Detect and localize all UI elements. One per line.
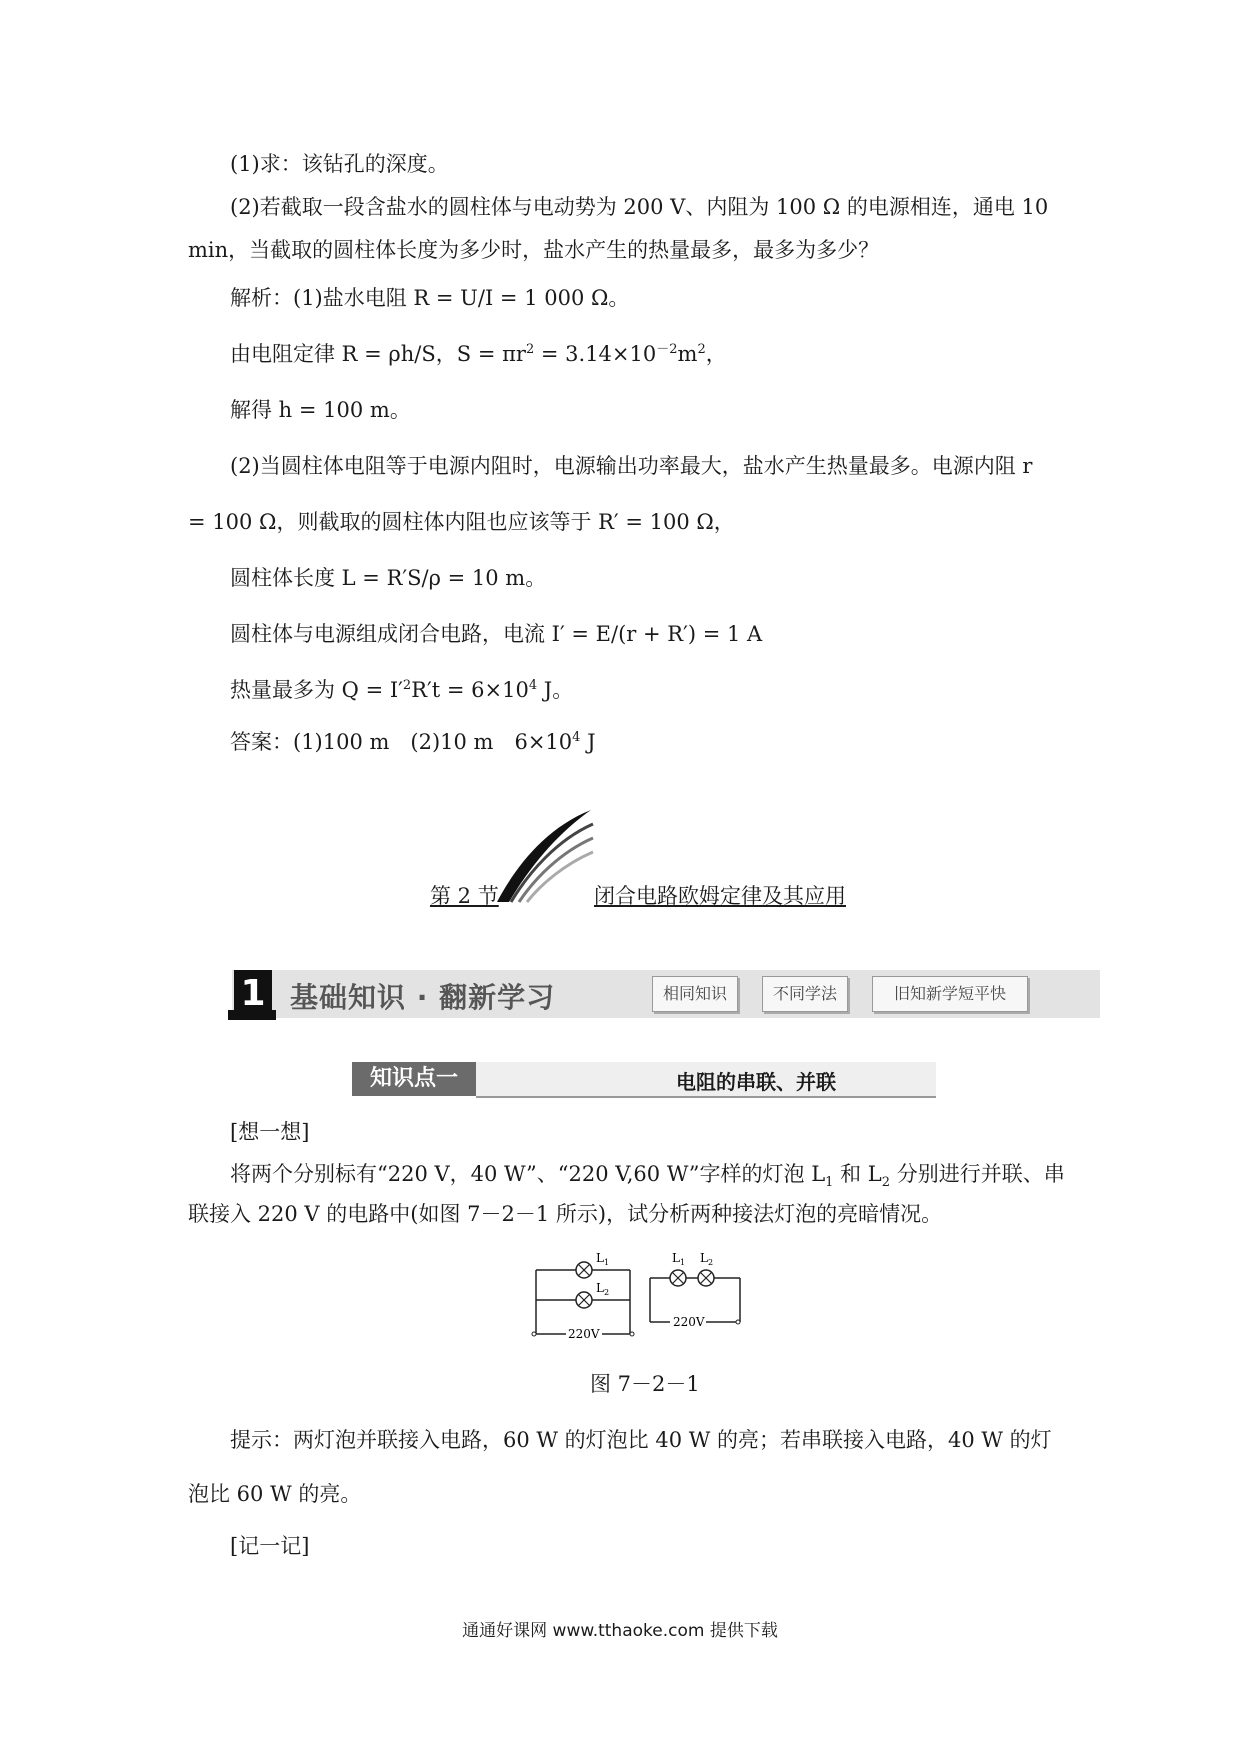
right-lamp-2-label: $L_2$ xyxy=(700,1251,714,1267)
left-terminal-b xyxy=(630,1332,634,1336)
left-voltage-label: 220V xyxy=(568,1327,600,1341)
solution-step-6: 圆柱体长度 L = R′S/ρ = 10 m。 xyxy=(230,566,547,590)
hint-line1: 提示：两灯泡并联接入电路，60 W 的灯泡比 40 W 的亮；若串联接入电路，40 W 的灯 xyxy=(230,1428,1052,1452)
page-footer: 通通好课网 www.tthaoke.com 提供下载 xyxy=(462,1621,778,1641)
answer-line: 答案：(1)100 m (2)10 m $6\times 10^4$ J xyxy=(230,730,596,754)
knowledge-point-bar xyxy=(476,1062,936,1098)
old-knowledge-button[interactable]: 旧知新学短平快 xyxy=(872,976,1028,1012)
knowledge-point-header xyxy=(352,1062,936,1100)
solution-step-8: 热量最多为 $Q = I'^2R't = 6\times 10^4$ J。 xyxy=(230,678,574,702)
knowledge-point-tag: 知识点一 xyxy=(352,1062,476,1096)
right-voltage-label: 220V xyxy=(673,1315,705,1329)
question-2-line2: min，当截取的圆柱体长度为多少时，盐水产生的热量最多，最多为多少？ xyxy=(188,238,880,262)
remember-heading: [记一记] xyxy=(230,1534,310,1558)
left-terminal-a xyxy=(532,1332,536,1336)
lamp-l2-parallel-icon xyxy=(576,1292,592,1308)
figure-caption: 图 7－2－1 xyxy=(590,1372,700,1396)
right-terminal xyxy=(736,1320,740,1324)
different-method-button[interactable]: 不同学法 xyxy=(762,976,848,1012)
banner-title: 基础知识 · 翻新学习 xyxy=(290,981,556,1014)
question-1: (1)求：该钻孔的深度。 xyxy=(230,152,449,176)
section-number: 第 2 节 xyxy=(430,884,499,908)
solution-step-3: 解得 h = 100 m。 xyxy=(230,398,411,422)
left-lamp-2-label: $L_2$ xyxy=(596,1281,610,1297)
right-lamp-1-label: $L_1$ xyxy=(672,1251,686,1267)
lamp-l2-series-icon xyxy=(698,1270,714,1286)
swoosh-decoration-icon xyxy=(495,808,595,904)
knowledge-point-title: 电阻的串联、并联 xyxy=(676,1070,836,1094)
solution-step-2: 由电阻定律 R = ρh/S，$S = \pi r^2 = 3.14\times 10^{-2}m^2$， xyxy=(230,342,727,366)
module-banner xyxy=(232,970,1100,1018)
lamp-l1-parallel-icon xyxy=(576,1262,592,1278)
section-name: 闭合电路欧姆定律及其应用 xyxy=(594,884,846,908)
solution-step-4: (2)当圆柱体电阻等于电源内阻时，电源输出功率最大，盐水产生热量最多。电源内阻 r xyxy=(230,454,1033,478)
same-knowledge-button[interactable]: 相同知识 xyxy=(652,976,738,1012)
think-para-line1: 将两个分别标有“220 V，40 W”、“220 V,60 W”字样的灯泡 $L_1$ 和 $L_2$ 分别进行并联、串 xyxy=(230,1162,1065,1191)
solution-step-5: = 100 Ω，则截取的圆柱体内阻也应该等于 R′ = 100 Ω， xyxy=(188,510,735,534)
think-heading: [想一想] xyxy=(230,1120,310,1144)
solution-step-1: 解析：(1)盐水电阻 R = U/I = 1 000 Ω。 xyxy=(230,286,630,310)
hint-line2: 泡比 60 W 的亮。 xyxy=(188,1482,362,1506)
banner-number: 1 xyxy=(234,970,272,1018)
question-2-line1: (2)若截取一段含盐水的圆柱体与电动势为 200 V、内阻为 100 Ω 的电源相连，通电 10 xyxy=(230,195,1049,219)
left-lamp-1-label: $L_1$ xyxy=(596,1251,610,1267)
think-para-line2: 联接入 220 V 的电路中(如图 7－2－1 所示)，试分析两种接法灯泡的亮暗情况。 xyxy=(188,1202,943,1226)
lamp-l1-series-icon xyxy=(670,1270,686,1286)
section-heading xyxy=(0,880,1240,940)
solution-step-7: 圆柱体与电源组成闭合电路，电流 I′ = E/(r + R′) = 1 A xyxy=(230,622,763,646)
circuit-diagram xyxy=(530,1248,750,1356)
